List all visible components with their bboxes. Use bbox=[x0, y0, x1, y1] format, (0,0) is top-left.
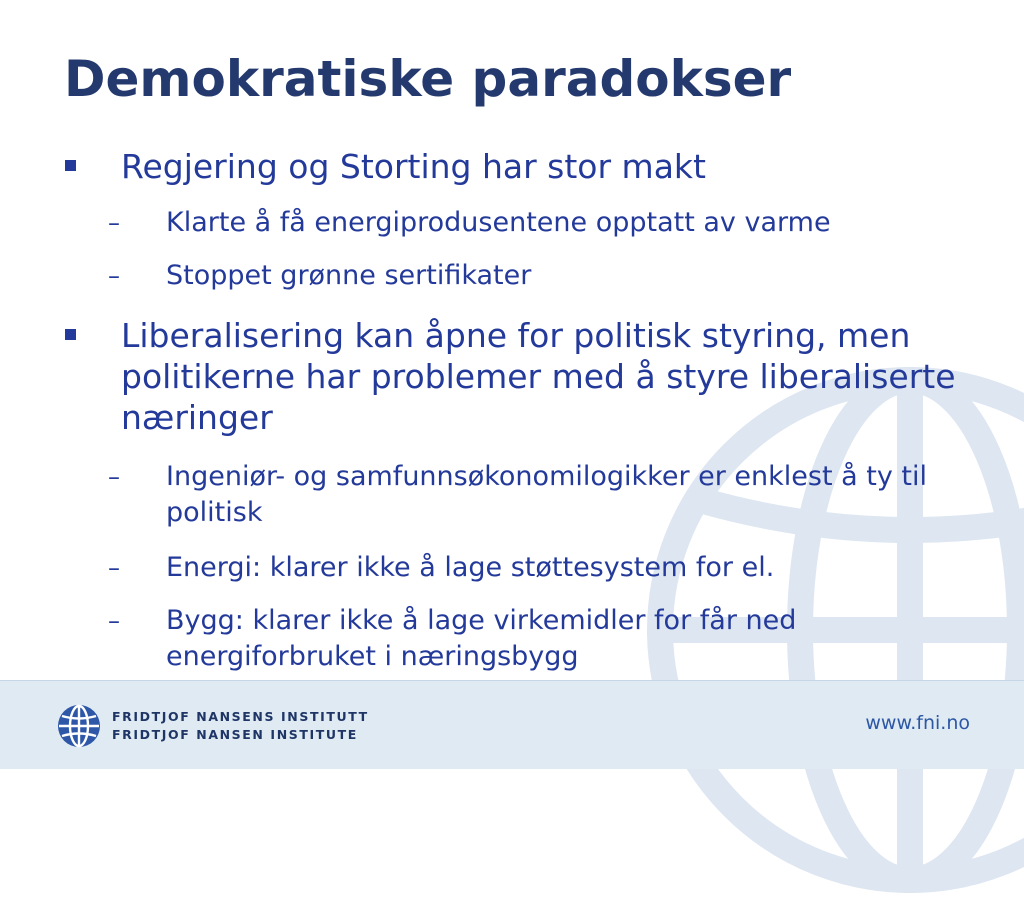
square-bullet-icon bbox=[65, 329, 76, 340]
bullet-text: Regjering og Storting har stor makt bbox=[121, 147, 706, 186]
bullet-text: Liberalisering kan åpne for politisk styring, men politikerne har problemer med å styre liberaliserte næringer bbox=[121, 316, 956, 437]
institute-name-english: FRIDTJOF NANSEN INSTITUTE bbox=[112, 727, 358, 742]
dash-marker: – bbox=[108, 607, 120, 635]
sub-bullet-item bbox=[166, 258, 996, 294]
sub-bullet-item bbox=[166, 205, 996, 241]
sub-bullet-text: Klarte å få energiprodusentene opptatt av varme bbox=[166, 207, 831, 238]
institute-name-norwegian: FRIDTJOF NANSENS INSTITUTT bbox=[112, 709, 369, 724]
square-bullet-icon bbox=[65, 160, 76, 171]
dash-marker: – bbox=[108, 463, 120, 491]
sub-bullet-item bbox=[166, 603, 996, 675]
slide-title: Demokratiske paradokser bbox=[64, 50, 792, 108]
sub-bullet-item bbox=[166, 459, 996, 531]
sub-bullet-text: Ingeniør- og samfunnsøkonomilogikker er enklest å ty til politisk bbox=[166, 461, 927, 528]
globe-icon bbox=[56, 703, 102, 749]
bullet-item bbox=[121, 146, 1001, 187]
dash-marker: – bbox=[108, 554, 120, 582]
bullet-item bbox=[121, 315, 1001, 438]
sub-bullet-text: Energi: klarer ikke å lage støttesystem for el. bbox=[166, 552, 775, 583]
sub-bullet-item bbox=[166, 550, 996, 586]
footer-bar bbox=[0, 680, 1024, 769]
sub-bullet-text: Bygg: klarer ikke å lage virkemidler for får ned energiforbruket i næringsbygg bbox=[166, 605, 797, 672]
sub-bullet-text: Stoppet grønne sertifikater bbox=[166, 260, 532, 291]
dash-marker: – bbox=[108, 262, 120, 290]
dash-marker: – bbox=[108, 209, 120, 237]
website-link[interactable]: www.fni.no bbox=[865, 712, 970, 734]
